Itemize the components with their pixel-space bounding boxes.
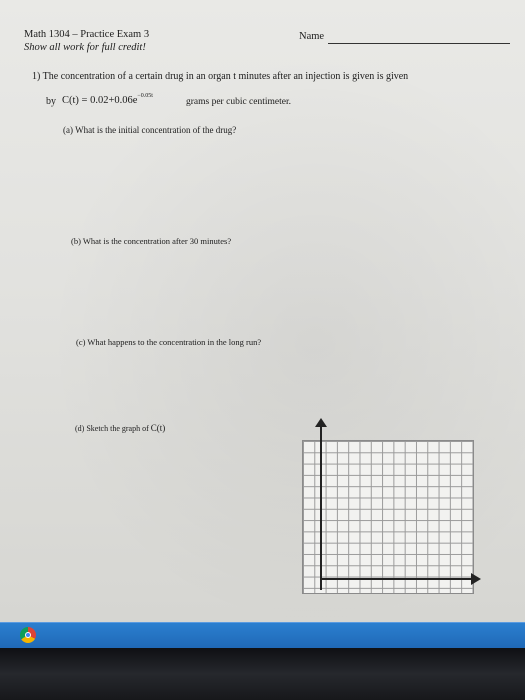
y-axis	[320, 424, 322, 590]
instructions: Show all work for full credit!	[24, 42, 146, 53]
formula-exponent: −0.05t	[137, 93, 153, 99]
name-field-line[interactable]	[328, 43, 510, 44]
name-label: Name	[299, 31, 325, 42]
question-by: by	[46, 96, 56, 107]
part-d-function: C(t)	[150, 423, 166, 433]
formula-main: C(t) = 0.02+0.06e	[62, 95, 138, 106]
formula-units: grams per cubic centimeter.	[186, 97, 291, 107]
part-d	[75, 423, 165, 433]
part-d-prefix: (d) Sketch the graph of	[75, 424, 151, 433]
chrome-icon[interactable]	[20, 627, 36, 643]
part-a: (a) What is the initial concentration of the drug?	[63, 125, 237, 135]
part-b: (b) What is the concentration after 30 minutes?	[71, 236, 232, 246]
y-axis-arrow-icon	[315, 418, 327, 427]
x-axis-arrow-icon	[471, 573, 481, 585]
x-axis	[320, 578, 472, 580]
taskbar	[0, 622, 525, 649]
course-title: Math 1304 – Practice Exam 3	[24, 29, 150, 40]
concentration-formula	[62, 95, 153, 106]
monitor-bezel	[0, 648, 525, 700]
question-intro: 1) The concentration of a certain drug in an organ t minutes after an injection is given is given	[32, 71, 409, 82]
part-c: (c) What happens to the concentration in the long run?	[76, 337, 262, 347]
graph-grid[interactable]	[302, 440, 474, 594]
